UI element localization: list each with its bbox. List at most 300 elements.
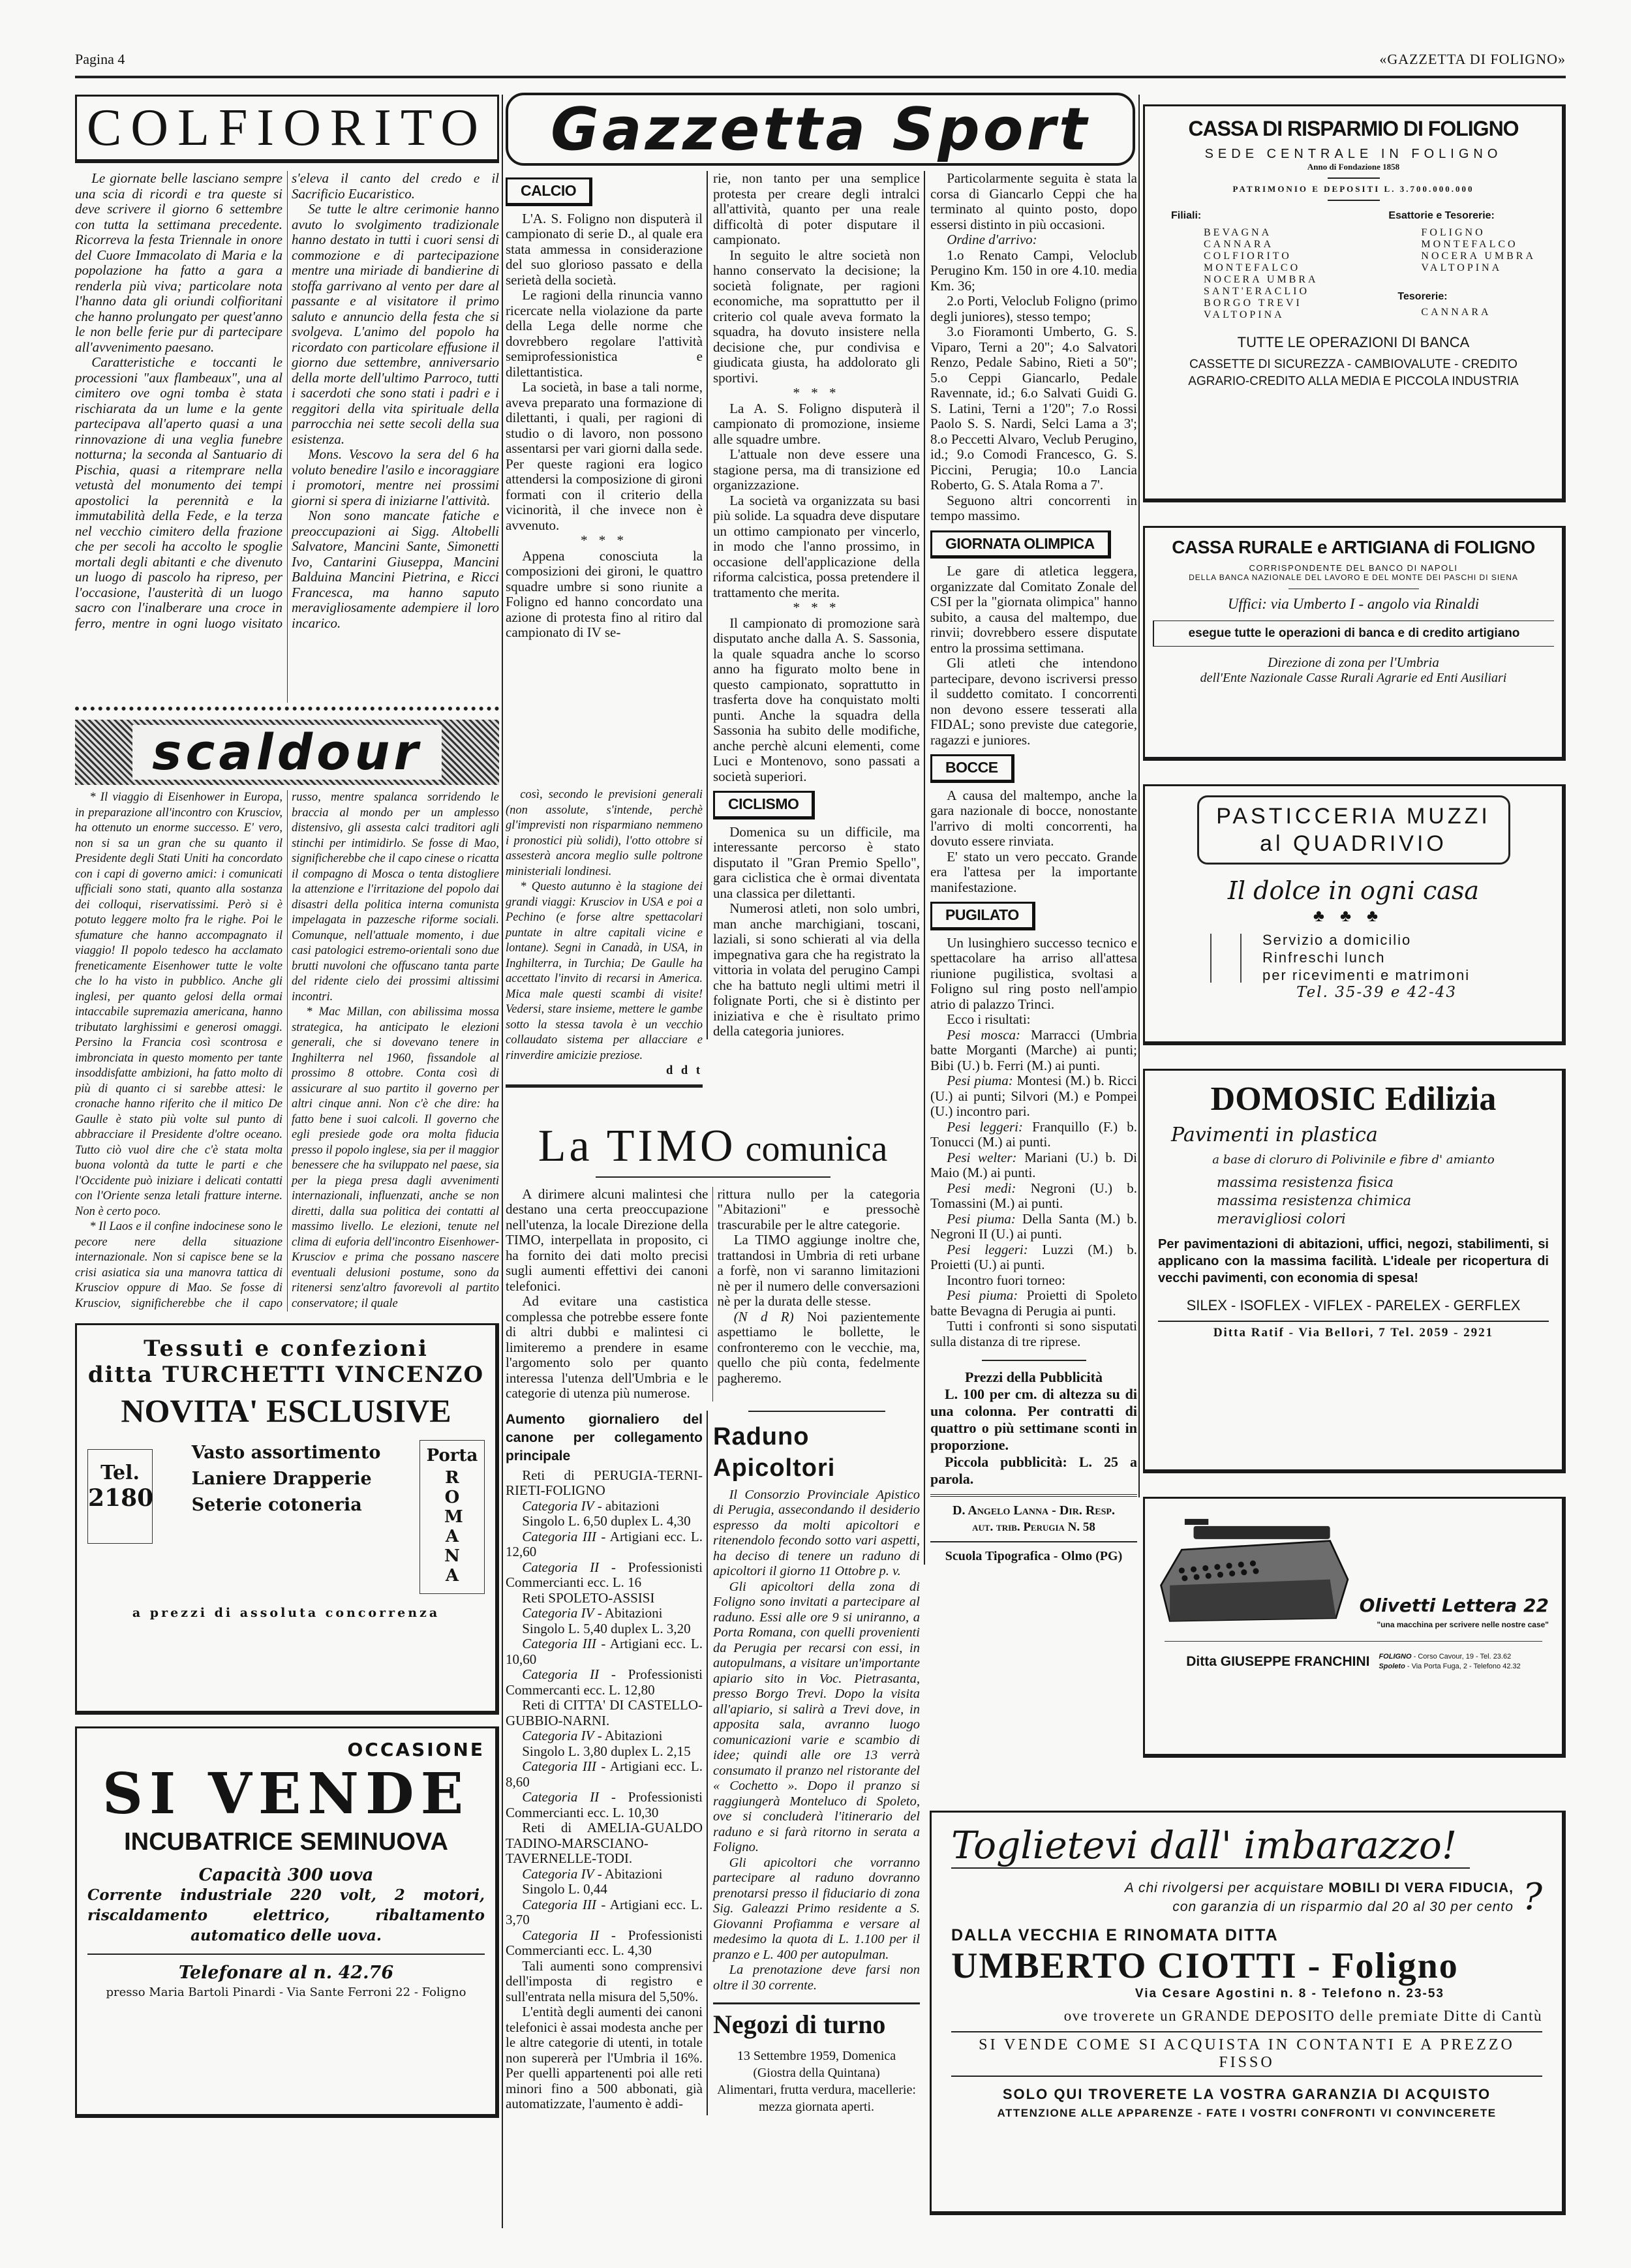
paragraph [506,1897,703,1928]
ad-item: Vasto assortimento [191,1443,381,1463]
tel-number: 2180 [88,1484,154,1512]
ad-cassa-risparmio [1143,104,1566,502]
negozi-section [713,2002,920,2115]
timo-title-sub: comunica [745,1128,888,1169]
paragraph: rie, non tanto per una semplice protesta per creare degli intralci all'attività, quanto per una reale difficoltà di poter disputare il campionato. [713,170,920,247]
paragraph: Reti SPOLETO-ASSISI [522,1589,655,1606]
paragraph-label: Categoria IV [522,1865,594,1882]
list-item: VALTOPINA [1204,309,1285,320]
paragraph-label: Categoria IV [522,1605,594,1621]
domosic-title: DOMOSIC Edilizia [1210,1080,1497,1118]
separator: * * * [793,385,840,401]
paragraph: Il campionato di promozione sarà disputato anche dalla A. S. Sassonia, la quale squadra anche lo scorso anno ha figurato molto bene in questo campionato, soprattutto in trasferta dove ha conquistato molti punti. Anche la squadra della Sassonia ha subito delle modifiche, anche perchè alcuni elementi, come Luci e Montenovo, sono passati a società superiori. [713,615,920,784]
paragraph-label: Categoria II [522,1559,600,1575]
divider [1165,1641,1542,1642]
scaldour-logo: scaldour [132,725,442,780]
pasticceria-name-box [1197,795,1510,865]
paragraph-label: (N d R) [733,1308,807,1325]
list-item: BORGO TREVI [1204,298,1302,309]
paragraph [506,1606,703,1621]
bank-operations: TUTTE LE OPERAZIONI DI BANCA [1237,334,1470,350]
paragraph-text: Noi pazientemente aspettiamo le bollette, le confronteremo con le vecchie, ma, quello che più conta, fedelmente pagheremo. [717,1308,921,1386]
timo-header [506,1120,920,1172]
paragraph [506,1928,703,1959]
paragraph [930,1073,1137,1120]
paragraph: L'A. S. Foligno non disputerà il campionato di serie D., al quale era stata ammessa in considerazione del suo glorioso passato e della serietà della società. [506,210,703,288]
services-line: AGRARIO-CREDITO ALLA MEDIA E PICCOLA INDUSTRIA [1188,375,1519,388]
paragraph: così, secondo le previsioni generali (non assolute, s'intende, perchè gl'imprevisti non risparmiano nemmeno i pronostici più solidi), l'otto ottobre si assesterà ancora meglio sulle poltrone ministeriali londinesi. [506,788,703,878]
services-line: CASSETTE DI SICUREZZA - CAMBIOVALUTE - CREDITO [1189,358,1517,371]
romana-label: R O M A N A [444,1468,463,1586]
scaldour-continuation [506,788,703,1079]
rural-ente: dell'Ente Nazionale Casse Rurali Agrarie ed Enti Ausiliari [1200,671,1507,685]
scaldour-signature: d d t [666,1064,703,1077]
dotted-rule [75,707,499,711]
sport-row [506,171,920,1088]
paragraph: Non sono mancate fatiche e preoccupazioni ai Sigg. Altobelli Salvatore, Mancini Sante, Simonetti Ivo, Cantarini Giuseppa, Mancini Balduina Mancini Pietrina, e Ricci Francesca, ma hanno saputo meravigliosamente adempiere il loro incarico. [292,508,499,631]
list-item: NOCERA UMBRA [1421,251,1536,262]
domosic-brands: SILEX - ISOFLEX - VIFLEX - PARELEX - GERFLEX [1186,1297,1521,1313]
esattorie-label: Esattorie e Tesorerie: [1388,210,1495,221]
colfiorito-article [75,171,499,703]
rural-corr1: CORRISPONDENTE DEL BANCO DI NAPOLI [1249,563,1458,573]
section-heading: CALCIO [506,177,592,206]
olivetti-bottom [1158,1652,1549,1672]
paragraph: * Il Laos e il confine indocinese sono le pecore nere della situazione internazionale. Non si capisce bene se la crisi asiatica sia una manovra tattica di Krusciov oppure di Mao. Se fosse di Krusciov, significherebbe che il capo russo, mentre spalanca sorridendo le braccia al mondo per un amplesso distensivo, gli assesta calci traditori agli stinchi per intimidirlo. Se fosse di Mao, significherebbe che il capo cinese o ricatta il compagno di Mosca o tenta distogliere la attenzione e l'irritazione del popolo dai disastri della politica interna comunista impelagata in pazzesche riforme sociali. Comunque, nell'attuale momento, i due casi patologici estremo-orientali sono due brutti nuvoloni che offuscano tanta parte del ridente cielo dei prossimi altissimi incontri. [75,791,499,1310]
domosic-footer: Ditta Ratif - Via Bellori, 7 Tel. 2059 - 2921 [1213,1326,1494,1340]
ad-middle-row [87,1440,485,1594]
sport-column-3 [930,171,1137,1349]
paragraph-text: Mariani (U.) b. Di Maio (M.) ai punti. [930,1149,1137,1180]
paragraph: Mons. Vescovo la sera del 6 ha voluto benedire l'asilo e incoraggiare i promotori, mentre nei prossimi giorni si spera di iniziarne l'attività. [292,446,499,508]
ciotti-warranty: SOLO QUI TROVERETE LA VOSTRA GARANZIA DI ACQUISTO [1002,2086,1491,2102]
pasticceria-location: al QUADRIVIO [1260,831,1447,856]
list-item: MONTEFALCO [1421,239,1518,250]
paragraph-text: Negroni (U.) b. Tomassini (M.) ai punti. [930,1180,1137,1211]
authorization: aut. trib. Perugia N. 58 [972,1520,1095,1534]
ad-tel-box [87,1449,153,1544]
question-text: con garanzia di un risparmio dal 20 al 30 per cento [1172,1899,1514,1914]
paragraph [506,1728,703,1744]
feature: massima resistenza chimica [1217,1193,1412,1208]
domosic-features [1217,1173,1549,1228]
paragraph [506,1560,703,1591]
porta-label: Porta [426,1446,478,1465]
feature: meravigliosi colori [1217,1211,1346,1227]
paragraph [718,1310,921,1387]
list-item: NOCERA UMBRA [1204,274,1319,285]
ad-capacity: Capacità 300 uova [198,1865,374,1885]
paragraph: Gli atleti che intendono partecipare, devono iscriversi presso il suddetto comitato. I concorrenti non devono essere tesserati alla FIDAL; sono previste due categorie, ragazzi e juniores. [930,655,1137,748]
pasticceria-name: PASTICCERIA MUZZI [1216,804,1491,829]
paragraph-label: Categoria III [522,1758,596,1774]
raduno-title: Raduno Apicoltori [713,1422,836,1482]
list-item: FOLIGNO [1421,227,1486,238]
ciotti-address: Via Cesare Agostini n. 8 - Telefono n. 23-53 [1135,1987,1444,2000]
ad-headline: SI VENDE [102,1761,470,1827]
paragraph-text: - Abitazioni [594,1728,663,1743]
colfiorito-title: COLFIORITO [86,99,488,157]
aumento-section [506,1411,703,2112]
paragraph: Ad evitare una castistica complessa che potrebbe essere fonte di altri dubbi e malintesi ci limiteremo a prendere in esame l'argomento solo per quanto interessa l'utenza dell'Umbria e le categorie di utenza più numerose. [506,1293,709,1401]
service-line: per ricevimenti e matrimoni [1262,967,1471,983]
paragraph: La società va organizzata su basi più solide. La squadra deve disputare un ottimo campionato per vincerlo, in modo che l'anno prossimo, in occasione dell'applicazione della riforma calcistica, possa pretendere il trattamento che merita. [713,492,920,600]
negozi-title: Negozi di turno [713,2010,886,2039]
prices-text: L. 100 per cm. di altezza su di una colonna. Per contratti di quattro o più settimane sconti in proporzione. [930,1386,1137,1453]
paragraph: Appena conosciuta la composizioni dei gironi, le quattro squadre umbre si sono riunite a Foligno ed hanno concordato una azione di protesta fino al ritiro dal campionato di IV se- [506,547,703,640]
section-heading: PUGILATO [930,902,1035,930]
bottom-row [506,1411,920,2116]
aumento-title: Aumento giornaliero del canone per collegamento principale [506,1411,703,1463]
paragraph: L'entità degli aumenti dei canoni telefonici è assai modesta anche per le altre categorie di utenti, in totale non supererà per l'Umbria il 16%. Per quelli appartenenti poi alle reti minori fino a 500 abbonati, già automatizzate, l'aumento è addi- [506,2004,703,2111]
paragraph: Caratteristiche e toccanti le processioni "aux flambeaux", una al cimitero ove ogni tomba è stata rischiarata da un lume e la gente partecipava all'aperto quasi a una rinnovazione di una veglia funebre notturna; la seconda al Santuario di Pischia, quasi a ritemprare nella vetustà del monumento dei tempi apostolici la perennità e la immutabilità della Fede, e la terza nel vecchio cimitero della frazione che per secoli ha accolto le spoglie mortali degli abitanti e che divenuto un luogo di pascolo ha ripreso, per l'occasione, l'austerità di un luogo sacro con l'inalberare una croce in ferro, mentre in ogni luogo visitato s'eleva il canto del credo e il Sacrificio Eucaristico. [75,170,499,631]
paragraph [506,1790,703,1820]
feature: massima resistenza fisica [1217,1174,1394,1190]
filiali-label: Filiali: [1171,210,1202,221]
section-heading: BOCCE [930,754,1014,783]
paragraph-label: Pesi leggeri: [947,1241,1043,1257]
paragraph [930,1150,1137,1181]
pasticceria-services [1262,931,1470,1002]
divider [1328,177,1380,179]
paragraph: Gli apicoltori della zona di Foligno sono invitati a partecipare al raduno. Essi alle ore 9 si uniranno, a Porta Romana, con quelli provenienti da Perugia per recarsi con essi, in autopulmans, a visitare un'importante apiario sito in Voc. Pietrasanta, presso Borgo Trevi. Dopo la visita all'apiario, si salirà a Trevi dove, in apposita sala, avranno luogo comunicazioni varie e scambio di idee; quindi alle ore 13 verrà consumato il pranzo nel ristorante del « Cochetto ». Dopo il pranzo si raggiungerà Monteluco di Spoleto, ove si concluderà l'itinerario del raduno e si farà ritorno in serata a Foligno. [713,1579,920,1854]
paragraph [506,1636,703,1667]
paragraph: Le giornate belle lasciano sempre una scia di ricordi e tra queste si deve scrivere il giorno 6 settembre con tutta la settimana precedente. Ricorreva la festa Triennale in onore del Cuore Immacolato di Maria e la popolazione ha fatto a gara a renderla più viva; particolare nota l'hanno data gli oriundi colfioritani che hanno prolungato per quest'anno le non belle ferie pur di partecipare all'avvenimento paesano. [75,170,282,355]
paragraph-text: Franquillo (F.) b. Tonucci (M.) ai punti. [930,1118,1137,1150]
paragraph-text: - Artigiani ecc. L. 8,60 [506,1758,703,1790]
ad-line2: ditta TURCHETTI VINCENZO [87,1362,485,1388]
paragraph-label: Categoria II [522,1666,600,1682]
divider [87,1954,485,1955]
section-heading: GIORNATA OLIMPICA [930,530,1111,559]
paragraph [930,1181,1137,1212]
list-item: MONTEFALCO [1204,262,1301,273]
city: FOLIGNO [1379,1653,1412,1661]
paragraph [930,1212,1137,1242]
ad-incubatrice [75,1726,499,2118]
paragraph: Particolarmente seguita è stata la corsa di Giancarlo Ceppi che ha terminato al quinto posto, dopo essersi distinto in più occasioni. [930,170,1137,232]
ad-ciotti [930,1811,1566,2215]
ad-olivetti [1143,1497,1566,1758]
paragraph [506,1499,703,1514]
olivetti-tagline: "una macchina per scrivere nelle nostre case" [1377,1620,1549,1629]
paragraph-text: - abitazioni [594,1497,660,1514]
paragraph [506,1529,703,1560]
question-mark: ? [1522,1876,1542,1918]
paragraph-text: - Professionisti Commercanti ecc. L. 12,80 [506,1666,703,1698]
ad-footer: a prezzi di assoluta concorrenza [132,1606,440,1620]
scaldour-continuation-text [506,788,703,1064]
list-item: BEVAGNA [1204,227,1272,238]
paragraph-label: Categoria IV [522,1497,594,1514]
list-item: SANT'ERACLIO [1204,286,1309,297]
ciotti-warning: ATTENZIONE ALLE APPARENZE - FATE I VOSTRI CONFRONTI VI CONVINCERETE [997,2107,1497,2119]
ciotti-headline: Toglietevi dall' imbarazzo! [951,1823,1470,1869]
paragraph-label: Categoria III [522,1528,596,1544]
domosic-base: a base di cloruro di Polivinile e fibre d' amianto [1212,1153,1495,1167]
timo-title: La TIMO [538,1120,737,1171]
list-item: VALTOPINA [1421,262,1502,273]
ciotti-name: UMBERTO CIOTTI - Foligno [951,1946,1459,1986]
paragraph: La prenotazione deve farsi non oltre il 30 corrente. [713,1963,920,1993]
timo-article [506,1187,920,1402]
bank-branches [1155,210,1551,321]
paragraph: E' stato un vero peccato. Grande era l'attesa per la importante manifestazione. [930,848,1137,895]
olivetti-addresses [1379,1652,1520,1672]
ornament-rule [748,1411,885,1412]
paragraph: Le ragioni della rinuncia vanno ricercate nella violazione da parte della Lega delle norme che dovrebbero regolare l'attività semiprofessionistica e dilettantistica. [506,287,703,380]
ad-headline: NOVITA' ESCLUSIVE [121,1392,451,1429]
paragraph-text: - Abitazioni [594,1605,663,1621]
paragraph-label: Categoria III [522,1896,596,1912]
paragraph-text: - Artigiani ecc. L. 12,60 [506,1528,703,1559]
ad-domosic [1143,1069,1566,1473]
list-item: CANNARA [1204,239,1274,250]
paragraph-text: - Professionisti Commercianti ecc. L. 10,30 [506,1789,703,1820]
tesorerie-label: Tesorerie: [1397,291,1448,302]
ciotti-question [1125,1878,1514,1916]
paragraph-label: Pesi piuma: [947,1210,1022,1227]
decorative-lines [1210,934,1242,983]
paragraph: A dirimere alcuni malintesi che destano una certa preoccupazione nell'utenza, la locale Direzione della TIMO, interpellata in proposito, ci ha fornito dei dati molto precisi sugli aumenti effettivi dei canoni telefonici. [506,1186,709,1294]
question-text: A chi rivolgersi per acquistare [1124,1880,1329,1895]
rural-corr2: DELLA BANCA NAZIONALE DEL LAVORO E DEL MONTE DEI PASCHI DI SIENA [1189,573,1518,582]
raduno-article [713,1488,920,1994]
prices-title: Prezzi della Pubblicità [964,1369,1103,1385]
esattorie-list [1421,227,1536,274]
service-line: Servizio a domicilio [1262,932,1412,948]
section-rule [506,1084,703,1088]
olivetti-product-block [1354,1595,1549,1629]
negozi-date: 13 Settembre 1959, Domenica [737,2049,896,2063]
ciotti-from: DALLA VECCHIA E RINOMATA DITTA [951,1926,1279,1944]
service-line: Rinfreschi lunch [1262,949,1386,966]
bank-title: CASSA DI RISPARMIO DI FOLIGNO [1188,117,1519,140]
paragraph: Seguono altri concorrenti in tempo massimo. [930,492,1137,523]
city: Spoleto [1379,1663,1405,1670]
ad-cassa-rurale [1143,526,1566,761]
printer: Scuola Tipografica - Olmo (PG) [945,1549,1123,1563]
paragraph: La società, in base a tali norme, aveva preparato una formazione di dilettanti, i quali, per ragioni di studio o di lavoro, non possono assentarsi per vari giorni dalla sede. Per queste ragioni era logico attendersi la composizione di gironi formati con il criterio della vicinorità, il che invece non è avvenuto. [506,379,703,533]
question-emphasis: MOBILI DI VERA FIDUCIA, [1328,1880,1514,1895]
director: D. Angelo Lanna - Dir. Resp. [953,1503,1115,1518]
address: - Corso Cavour, 19 - Tel. 23.62 [1411,1653,1512,1661]
scaldour-article [75,790,499,1311]
pasticceria-bottom [1145,931,1562,1002]
masthead: «GAZZETTA DI FOLIGNO» [1379,51,1566,67]
divider [930,1541,1137,1542]
paragraph: Singolo L. 6,50 duplex L. 4,30 [522,1513,691,1529]
paragraph-label: Pesi piuma: [947,1073,1017,1088]
scaldour-banner [75,720,499,785]
ad-item: Laniere Drapperie [191,1469,372,1489]
ciotti-deposit: ove troverete un GRANDE DEPOSITO delle premiate Ditte di Cantù [1063,2008,1542,2024]
olivetti-top [1158,1512,1549,1629]
paragraph-label: Pesi welter: [947,1149,1025,1165]
domosic-body: Per pavimentazioni di abitazioni, uffici, negozi, stabilimenti, si applicano con la massima facilità. L'ideale per ricopertura di vecchi pavimenti, con economia di spesa! [1158,1237,1549,1285]
paragraph: Incontro fuori torneo: [947,1272,1066,1288]
paragraph: * Mac Millan, con abilissima mossa strategica, ha anticipato le elezioni generali, che si dovevano tenere in Inghilterra nel 1960, fissandole al prossimo 8 ottobre. Conta così di assicurare al suo partito il governo per altri cinque anni. Non c'è che dire: ha fatto bene i suoi calcoli. Il governo che egli presiede gode ora molta fiducia presso il popolo inglese, sia per il maggior benessere che ha sviluppato nel paese, sia per la piega presa dagli avvenimenti internazionali, influenzati, anche se non diretti, dalla sua politica dei contatti al massimo livello. Le elezioni, tenute nel clima di euforia dell'incontro Eisenhower-Krusciov e prima che possano nascere eventuali delusioni postume, sono da ritenersi senz'altro favorevoli al partito conservatore; il quale [292,1005,499,1310]
paragraph: Se tutte le altre cerimonie hanno avuto lo svolgimento tradizionale hanno destato in tutti i cuori sensi di commozione e di partecipazione mentre una miriade di bandierine di stoffa garrivano al vento per dare al passante e al visitatore il primo saluto e annuncio della festa che si svolgeva. L'animo del popolo ha ricordato con particolare effusione il giorno due settembre, anniversario della morte dell'ultimo Parroco, tutti i sacerdoti che sono stati i padri e i reggitori della vita spirituale della parrocchia nei sette secoli della sua esistenza. [292,201,499,447]
page-number: Pagina 4 [75,51,125,67]
ad-porta-box [419,1440,485,1594]
paragraph-text: - Artigiani ecc. L. 10,60 [506,1636,703,1667]
paragraph: * Questo autunno è la stagione dei grandi viaggi: Krusciov in USA e poi a Pechino (e forse altre spettacolari puntate in altre capitali vicine e lontane). Segni in Canadà, in USA, in Inghilterra, in Turchia; De Gaulle ha accettato l'invito di recarsi in America. Mica male questi scambi di visite! Vedersi, stare insieme, mettere le gambe sotto la stessa tavola è un vecchio collaudato sistema per allacciare e rinverdire amicizie preziose. [506,880,703,1062]
paragraph: rittura nullo per la categoria "Abitazioni" e pressochè trascurabile per le altre categorie. [717,1186,920,1233]
rural-esegue: esegue tutte le operazioni di banca e di credito artigiano [1153,621,1554,647]
middle-left [506,171,920,2115]
paragraph: Gli apicoltori che vorranno partecipare al raduno dovranno prenotarsi presso il fiduciario di zona Sig. Galeazzi Primo residente a S. Giovanni Profiamma e versare al medesimo la quota di L. 1.100 per il pranzo e L. 400 per autopulman. [713,1855,920,1962]
ad-product: INCUBATRICE SEMINUOVA [124,1828,448,1856]
paragraph-text: Marracci (Umbria batte Morganti (Marche) ai punti; Bibi (U.) b. Ferri (M.) ai punti. [930,1026,1137,1073]
paragraph: Singolo L. 5,40 duplex L. 3,20 [522,1620,691,1636]
paragraph: L'attuale non deve essere una stagione persa, ma di transizione ed organizzazione. [713,446,920,493]
paragraph-text: Della Santa (M.) b. Negroni II (U.) ai punti. [930,1210,1137,1242]
clover-ornament-icon: ♣♣♣ [1313,906,1394,925]
paragraph-label: Categoria II [522,1789,600,1805]
filiali-list [1204,227,1319,321]
paragraph [506,1867,703,1882]
right-column [1143,104,1566,1758]
pasticceria-slogan: Il dolce in ogni casa [1227,876,1480,905]
ad-item: Seterie cotoneria [191,1495,362,1515]
paragraph: Un lusinghiero successo tecnico e spettacolare ha arriso all'attesa riunione pugilistica, svoltasi a Foligno sul ring posto nell'ampio atrio di palazzo Trinci. [930,934,1137,1012]
paragraph-label: Categoria II [522,1927,600,1943]
typewriter-icon [1158,1512,1354,1629]
paragraph: Tali aumenti sono comprensivi dell'imposta di registro e sull'entrata nella misura del 5,50%. [506,1957,703,2004]
paragraph-label: Pesi mosca: [947,1026,1031,1043]
negozi-text: Alimentari, frutta verdura, macellerie: mezza giornata aperti. [717,2083,916,2114]
paragraph: Il Consorzio Provinciale Apistico di Perugia, assecondando il desiderio espresso da molti apicoltori e ritenendolo fecondo sotto vari aspetti, ha deciso di tenere un raduno di apicoltori il giorno 11 Ottobre p. v. [713,1487,920,1578]
underline [596,1176,831,1178]
pasticceria-tel: Tel. 35-39 e 42-43 [1296,984,1457,1001]
list-item: COLFIORITO [1204,251,1292,262]
paragraph: Numerosi atleti, non solo umbri, man anche marchigiani, toscani, laziali, si sono schierati al via della impegnativa gara che ha registrato la vittoria in volata del perugino Campi che ha battuto negli ultimi metri il folignate Porti, che si è distinto per iniziativa e che è risultato primo della categoria juniores. [713,900,920,1039]
column-divider [1138,95,1140,1497]
small-ads-price: Piccola pubblicità: L. 25 a parola. [930,1454,1137,1487]
sport-column-2 [707,171,920,1039]
sport-title: Gazzetta Sport [550,95,1090,164]
paragraph: A causa del maltempo, anche la gara nazionale di bocce, nonostante l'arrivo di molti concorrenti, ha dovuto essere rinviata. [930,787,1137,849]
paragraph [930,1028,1137,1074]
paragraph: Ordine d'arrivo: [947,232,1037,247]
paragraph: Reti di PERUGIA-TERNI-RIETI-FOLIGNO [506,1467,703,1498]
ad-line1: Tessuti e confezioni [144,1336,429,1362]
sport-column-3-wrapper [924,171,1137,1565]
advertising-prices [930,1360,1137,1565]
bank-esattorie [1388,210,1536,321]
paragraph: Reti di CITTA' DI CASTELLO-GUBBIO-NARNI. [506,1697,703,1728]
paragraph: * Il viaggio di Eisenhower in Europa, in preparazione all'incontro con Krusciov, ha ottenuto un enorme successo. E' vero, non si sa un gran che su quanto il Presidente degli Stati Uniti ha concordato con i capi di governo amici: i comunicati ufficiali sono stati, quanto alla sostanza dei colloqui, riservatissimi. Però si è potuto leggere molto fra le righe. Poi le sfumature che hanno accompagnato il viaggio! Il popolo tedesco ha acclamato freneticamente Eisenhower tutte le volte che lo ha visto in pubblico. Anche gli inglesi, per quanto gelosi della ormai intaccabile supremazia americana, hanno tributato larghissimi e generosi omaggi. Persino la Francia così scontrosa e imbronciata in questo momento per tante insoddisfatte ambizioni, ha fatto molto di più di quanto ci si sarebbe attesi: le cronache hanno riferito che il mitico De Gaulle è stato più volte sul punto di abbracciare il Presidente d'oltre oceano. Tutto ciò vuol dire che c'è stata molta buona volontà da tutte le parti e che l'Occidente può iniziare i delicati contatti con l'Oriente senza letali fratture interne. Non è certo poco. [75,791,282,1218]
ad-phone: Telefonare al n. 42.76 [178,1963,394,1983]
separator: * * * [581,532,628,548]
domosic-sub: Pavimenti in plastica [1171,1124,1378,1146]
left-column [75,95,499,2118]
paragraph-text: - Abitazioni [594,1865,663,1882]
raduno-column [707,1411,920,2116]
paragraph: Ecco i risultati: [947,1011,1031,1027]
paragraph-text: Luzzi (M.) b. Proietti (U.) ai punti. [930,1241,1137,1272]
ad-items [185,1440,388,1518]
ciotti-sale: SI VENDE COME SI ACQUISTA IN CONTANTI E A PREZZO FISSO [951,2031,1542,2077]
ad-specs: Corrente industriale 220 volt, 2 motori, riscaldamento elettrico, ribaltamento automatico delle uova. [87,1886,485,1944]
paragraph [930,1288,1137,1319]
paragraph: Singolo L. 3,80 duplex L. 2,15 [522,1743,691,1759]
ad-pasticceria [1143,784,1566,1045]
paragraph-label: Pesi medi: [947,1180,1031,1196]
rural-bank-title: CASSA RURALE e ARTIGIANA di FOLIGNO [1172,537,1535,557]
paragraph-text: Proietti di Spoleto batte Bevagna di Perugia ai punti. [930,1287,1137,1319]
colfiorito-header [75,95,499,163]
paragraph [506,1759,703,1790]
paragraph-text: Montesi (M.) b. Ricci (U.) ai punti; Silvori (M.) e Pompei (U.) incontro pari. [930,1073,1137,1119]
paragraph: 2.o Porti, Veloclub Foligno (primo degli juniores), stesso tempo; [930,293,1137,324]
ad-turchetti [75,1323,499,1715]
ciotti-question-row [951,1878,1542,1917]
negozi-event: (Giostra della Quintana) [753,2066,880,2080]
paragraph-text: - Artigiani ecc. L. 3,70 [506,1896,703,1927]
bank-filiali [1171,210,1319,321]
separator: * * * [793,600,840,615]
sport-column-a [506,171,703,1088]
olivetti-product: Olivetti Lettera 22 [1359,1595,1549,1616]
bank-founded: Anno di Fondazione 1858 [1307,162,1400,172]
paragraph-label: Categoria IV [522,1728,594,1743]
section-heading: CICLISMO [713,791,815,820]
paragraph-label: Pesi leggeri: [947,1118,1033,1135]
paragraph: 1.o Renato Campi, Veloclub Perugino Km. 150 in ore 4.10. media Km. 36; [930,247,1137,294]
paragraph: 3.o Fioramonti Umberto, G. S. Viparo, Terni a 20"; 4.o Salvatori Renzo, Pedale Sabino, Rieti a 50"; 5.o Ceppi Giancarlo, Pedale Ravennate, id.; 6.o Salvati Guidi G. S. Latini, Terni a 1'20"; 7.o Rossi Paolo S. S. Nardi, Selci Lama a 3'; 8.o Peccetti Alvaro, Veclub Perugino, id.; 9.o Comodi Francesco, G. S. Piccini, Perugia; 10.o Lancia Roberto, G. S. Atala Roma a 7'. [930,324,1137,493]
address: - Via Porta Fuga, 2 - Telefono 42.32 [1405,1663,1521,1670]
paragraph [930,1242,1137,1273]
paragraph: Singolo L. 0,44 [522,1881,607,1897]
tel-label: Tel. [100,1462,140,1484]
paragraph-text: - Professionisti Commercianti ecc. L. 16 [506,1559,703,1590]
olivetti-dealer: Ditta GIUSEPPE FRANCHINI [1186,1654,1370,1669]
divider [930,1494,1137,1497]
aumento-list [506,1468,703,2112]
paragraph: La TIMO aggiunge inoltre che, trattandosi in Umbria di reti urbane a forfè, non vi saranno limitazioni nè per il numero delle conversazioni nè per la durata delle stesse. [717,1232,920,1309]
paragraph [506,1667,703,1698]
bank-patrimonio: PATRIMONIO E DEPOSITI L. 3.700.000.000 [1232,184,1474,194]
paragraph: Reti di AMELIA-GUALDO TADINO-MARSCIANO-TAVERNELLE-TODI. [506,1820,703,1866]
paragraph [930,1120,1137,1150]
rural-uffici: Uffici: via Umberto I - angolo via Rinaldi [1227,596,1480,612]
ad-kicker: OCCASIONE [347,1739,485,1760]
paragraph: Le gare di atletica leggera, organizzate dal Comitato Zonale del CSI per la "giornata olimpica" hanno subito, a causa del maltempo, due rinvii; dovrebbero essere disputate entro la prossima settimana. [930,563,1137,656]
column-divider [502,95,503,2228]
rural-direzione: Direzione di zona per l'Umbria [1268,654,1439,670]
paragraph-label: Pesi piuma: [947,1287,1027,1303]
paragraph: La A. S. Foligno disputerà il campionato di promozione, insieme alle squadre umbre. [713,400,920,447]
list-item: CANNARA [1421,307,1491,318]
ad-address: presso Maria Bartoli Pinardi - Via Sante Ferroni 22 - Foligno [106,1985,466,1999]
bank-services [1155,356,1551,390]
paragraph: Domenica su un difficile, ma interessante percorso è stato disputato il "Gran Premio Spello", gara ciclistica che è ormai diventata una classica per dilettanti. [713,823,920,901]
sport-header [506,93,1135,166]
tesorerie-list [1421,307,1536,318]
paragraph-text: - Professionisti Commercianti ecc. L. 4,30 [506,1927,703,1958]
bank-sede: SEDE CENTRALE IN FOLIGNO [1204,147,1502,161]
divider [1328,200,1380,201]
ornament-rule [982,1360,1086,1361]
paragraph: In seguito le altre società non hanno conservato la decisione; la società folignate, per ragioni economiche, ma soprattutto per il criterio col quale aveva formato la squadra, ha dovuto insistere nella decisione che, pur condivisa e giudicata giusta, ha addolorato gli sportivi. [713,247,920,386]
divider [1158,1321,1549,1322]
sport-column-calcio [506,171,703,788]
header-rule [75,76,1566,78]
paragraph-label: Categoria III [522,1636,596,1651]
paragraph: Tutti i confronti si sono sisputati sulla distanza di tre riprese. [930,1318,1137,1349]
